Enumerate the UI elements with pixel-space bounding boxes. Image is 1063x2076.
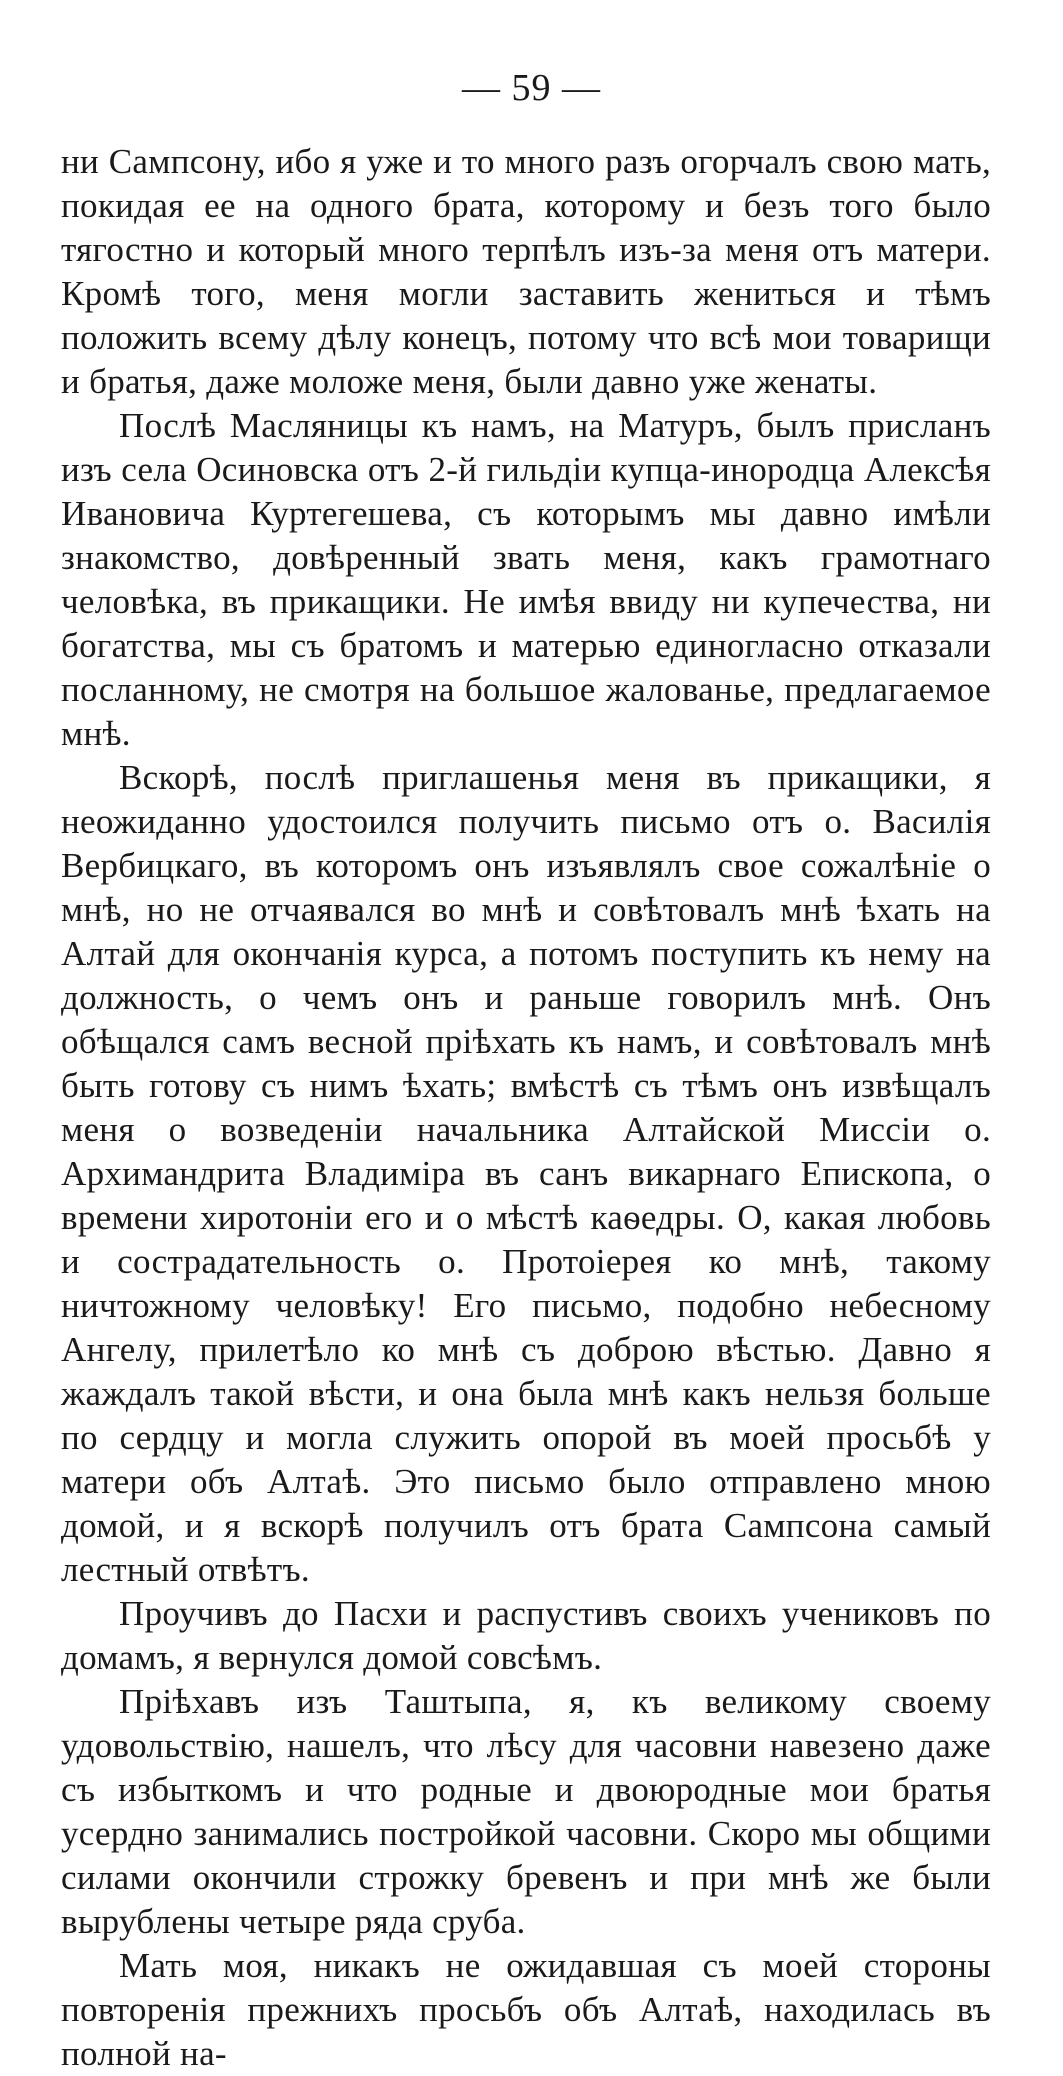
paragraph-5: Пріѣхавъ изъ Таштыпа, я, къ великому своему удовольствію, нашелъ, что лѣсу для часовни навезено даже съ избыткомъ и что родные и двоюродные мои братья усердно занимались постройкой часовни. Скоро мы общими силами окончили строжку бревенъ и при мнѣ же были вырублены четыре ряда сруба.: [61, 1682, 991, 1941]
paragraph-6: Мать моя, никакъ не ожидавшая съ моей стороны повторенія прежнихъ просьбъ объ Алтаѣ, находилась въ полной на-: [61, 1946, 991, 2073]
page-number: — 59 —: [462, 67, 601, 109]
paragraph-3: Вскорѣ, послѣ приглашенья меня въ прикащики, я неожиданно удостоился получить письмо отъ о. Василія Вербицкаго, въ которомъ онъ изъявлялъ свое сожалѣніе о мнѣ, но не отчаявался во мнѣ и совѣтовалъ мнѣ ѣхать на Алтай для окончанія курса, а потомъ поступить къ нему на должность, о чемъ онъ и раньше говорилъ мнѣ. Онъ обѣщался самъ весной пріѣхать къ намъ, и совѣтовалъ мнѣ быть готову съ нимъ ѣхать; вмѣстѣ съ тѣмъ онъ извѣщалъ меня о возведеніи начальника Алтайской Миссіи о. Архимандрита Владиміра въ санъ викарнаго Епископа, о времени хиротоніи его и о мѣстѣ каѳедры. О, какая любовь и сострадательность о. Протоіерея ко мнѣ, такому ничтожному человѣку! Его письмо, подобно небесному Ангелу, прилетѣло ко мнѣ съ доброю вѣстью. Давно я жаждалъ такой вѣсти, и она была мнѣ какъ нельзя больше по сердцу и могла служить опорой въ моей просьбѣ у матери объ Алтаѣ. Это письмо было отправлено мною домой, и я вскорѣ получилъ отъ брата Сампсона самый лестный отвѣтъ.: [61, 758, 991, 1589]
paragraph-2: Послѣ Масляницы къ намъ, на Матуръ, былъ присланъ изъ села Осиновска отъ 2-й гильдіи купца-инородца Алексѣя Ивановича Куртегешева, съ которымъ мы давно имѣли знакомство, довѣренный звать меня, какъ грамотнаго человѣка, въ прикащики. Не имѣя ввиду ни купечества, ни богатства, мы съ братомъ и матерью единогласно отказали посланному, не смотря на большое жалованье, предлагаемое мнѣ.: [61, 406, 991, 753]
text-body: [61, 140, 991, 2076]
paragraph-4: Проучивъ до Пасхи и распустивъ своихъ учениковъ по домамъ, я вернулся домой совсѣмъ.: [61, 1594, 991, 1677]
paragraph-1: ни Сампсону, ибо я уже и то много разъ огорчалъ свою мать, покидая ее на одного брата, которому и безъ того было тягостно и который много терпѣлъ изъ-за меня отъ матери. Кромѣ того, меня могли заставить жениться и тѣмъ положить всему дѣлу конецъ, потому что всѣ мои товарищи и братья, даже моложе меня, были давно уже женаты.: [61, 142, 991, 401]
